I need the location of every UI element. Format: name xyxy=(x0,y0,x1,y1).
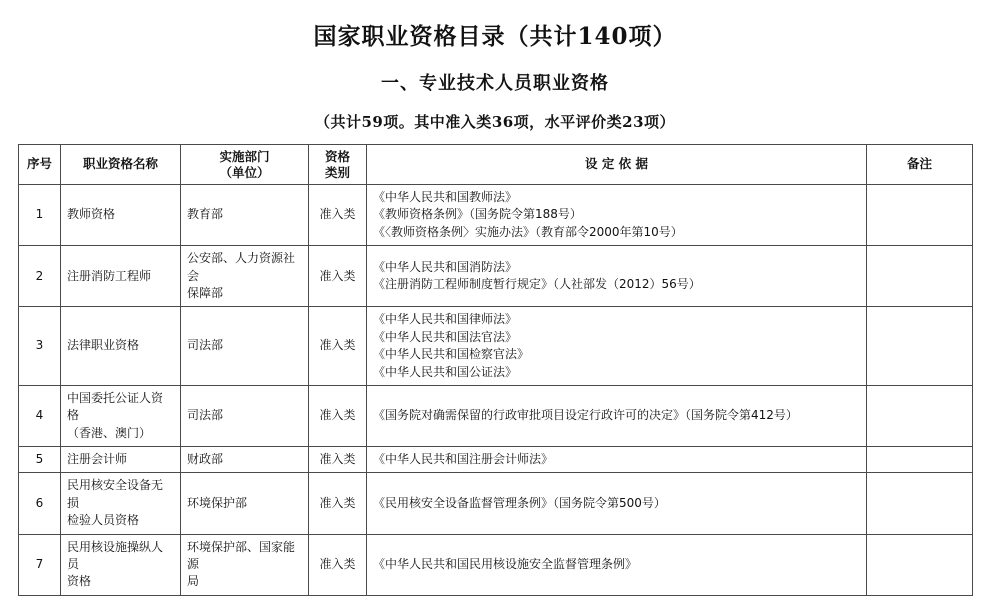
cell-no: 5 xyxy=(19,447,61,473)
cell-qualification-name xyxy=(61,185,181,246)
cell-legal-basis xyxy=(367,447,867,473)
qualification-name-line: 注册会计师 xyxy=(67,452,128,467)
legal-basis-line: 《民用核安全设备监督管理条例》（国务院令第500号） xyxy=(373,495,666,510)
column-header-name: 职业资格名称 xyxy=(61,145,181,185)
cell-qualification-name xyxy=(61,246,181,307)
qualification-name-line: 注册消防工程师 xyxy=(67,268,152,283)
column-header-no: 序号 xyxy=(19,145,61,185)
department-line: 教育部 xyxy=(187,207,224,222)
column-header-basis: 设 定 依 据 xyxy=(367,145,867,185)
legal-basis-line: 《中华人民共和国教师法》 xyxy=(373,190,518,204)
cell-qualification-type: 准入类 xyxy=(309,447,367,473)
department-line: 财政部 xyxy=(187,452,224,467)
column-header-remark: 备注 xyxy=(867,145,973,185)
section-subtitle: （共计59项。其中准入类36项，水平评价类23项） xyxy=(314,113,676,131)
cell-qualification-type: 准入类 xyxy=(309,185,367,246)
column-header-dept-line2: （单位） xyxy=(219,164,270,180)
department-line: 局 xyxy=(187,574,200,589)
legal-basis-line: 《〈教师资格条例〉实施办法》（教育部令2000年第10号） xyxy=(373,224,683,239)
cell-no: 2 xyxy=(19,246,61,307)
department-line: 保障部 xyxy=(187,285,224,300)
legal-basis-line: 《国务院对确需保留的行政审批项目设定行政许可的决定》（国务院令第412号） xyxy=(373,408,798,423)
legal-basis-line: 《中华人民共和国律师法》 xyxy=(373,312,518,327)
legal-basis-line: 《中华人民共和国法官法》 xyxy=(373,329,518,344)
cell-no: 1 xyxy=(19,185,61,246)
cell-remark xyxy=(867,447,973,473)
table-header xyxy=(19,145,973,185)
column-header-dept xyxy=(181,145,309,185)
cell-qualification-type: 准入类 xyxy=(309,246,367,307)
cell-implementing-department xyxy=(181,185,309,246)
cell-legal-basis xyxy=(367,473,867,534)
document-page xyxy=(0,10,990,592)
cell-legal-basis xyxy=(367,185,867,246)
cell-implementing-department xyxy=(181,534,309,595)
qualification-name-line: （香港、澳门） xyxy=(67,425,152,440)
cell-remark xyxy=(867,185,973,246)
column-header-dept-line1: 实施部门 xyxy=(219,148,270,164)
cell-implementing-department xyxy=(181,473,309,534)
catalog-table-wrapper xyxy=(0,144,990,596)
qualification-name-line: 检验人员资格 xyxy=(67,513,140,528)
cell-implementing-department xyxy=(181,385,309,446)
department-line: 环境保护部、国家能源 xyxy=(187,539,296,572)
cell-legal-basis xyxy=(367,307,867,386)
department-line: 司法部 xyxy=(187,338,224,353)
table-row xyxy=(19,447,973,473)
table-row xyxy=(19,185,973,246)
qualification-name-line: 资格 xyxy=(67,574,92,589)
cell-qualification-name xyxy=(61,447,181,473)
cell-qualification-name xyxy=(61,307,181,386)
column-header-type xyxy=(309,145,367,185)
table-row xyxy=(19,246,973,307)
cell-remark xyxy=(867,385,973,446)
cell-no: 3 xyxy=(19,307,61,386)
cell-qualification-type: 准入类 xyxy=(309,385,367,446)
cell-qualification-type: 准入类 xyxy=(309,473,367,534)
legal-basis-line: 《中华人民共和国消防法》 xyxy=(373,259,518,274)
column-header-type-line2: 类别 xyxy=(324,164,350,180)
cell-implementing-department xyxy=(181,307,309,386)
cell-no: 6 xyxy=(19,473,61,534)
department-line: 环境保护部 xyxy=(187,495,248,510)
table-row xyxy=(19,473,973,534)
qualification-name-line: 民用核设施操纵人员 xyxy=(67,539,164,572)
table-body xyxy=(19,185,973,596)
cell-legal-basis xyxy=(367,385,867,446)
department-line: 公安部、人力资源社会 xyxy=(187,251,296,283)
qualification-name-line: 教师资格 xyxy=(67,207,116,222)
cell-remark xyxy=(867,246,973,307)
cell-qualification-name xyxy=(61,473,181,534)
qualification-name-line: 中国委托公证人资格 xyxy=(67,390,164,423)
cell-no: 4 xyxy=(19,385,61,446)
cell-qualification-type: 准入类 xyxy=(309,307,367,386)
legal-basis-line: 《教师资格条例》（国务院令第188号） xyxy=(373,207,582,222)
table-header-row xyxy=(19,145,973,185)
section-title: 一、专业技术人员职业资格 xyxy=(381,73,609,94)
cell-legal-basis xyxy=(367,534,867,595)
cell-implementing-department xyxy=(181,447,309,473)
legal-basis-line: 《注册消防工程师制度暂行规定》（人社部发（2012）56号） xyxy=(373,277,701,292)
column-header-type-line1: 资格 xyxy=(324,148,350,164)
cell-no: 7 xyxy=(19,534,61,595)
cell-remark xyxy=(867,473,973,534)
qualification-name-line: 民用核安全设备无损 xyxy=(67,478,164,510)
legal-basis-line: 《中华人民共和国公证法》 xyxy=(373,364,518,379)
qualification-name-line: 法律职业资格 xyxy=(67,338,140,353)
legal-basis-line: 《中华人民共和国民用核设施安全监督管理条例》 xyxy=(373,557,638,572)
cell-remark xyxy=(867,534,973,595)
cell-implementing-department xyxy=(181,246,309,307)
qualification-catalog-table xyxy=(18,144,973,596)
legal-basis-line: 《中华人民共和国注册会计师法》 xyxy=(373,452,554,467)
table-row xyxy=(19,307,973,386)
cell-legal-basis xyxy=(367,246,867,307)
department-line: 司法部 xyxy=(187,408,224,423)
cell-qualification-type: 准入类 xyxy=(309,534,367,595)
cell-remark xyxy=(867,307,973,386)
cell-qualification-name xyxy=(61,385,181,446)
legal-basis-line: 《中华人民共和国检察官法》 xyxy=(373,347,530,362)
table-row xyxy=(19,534,973,595)
page-title: 国家职业资格目录（共计140项） xyxy=(313,23,677,50)
table-row xyxy=(19,385,973,446)
cell-qualification-name xyxy=(61,534,181,595)
